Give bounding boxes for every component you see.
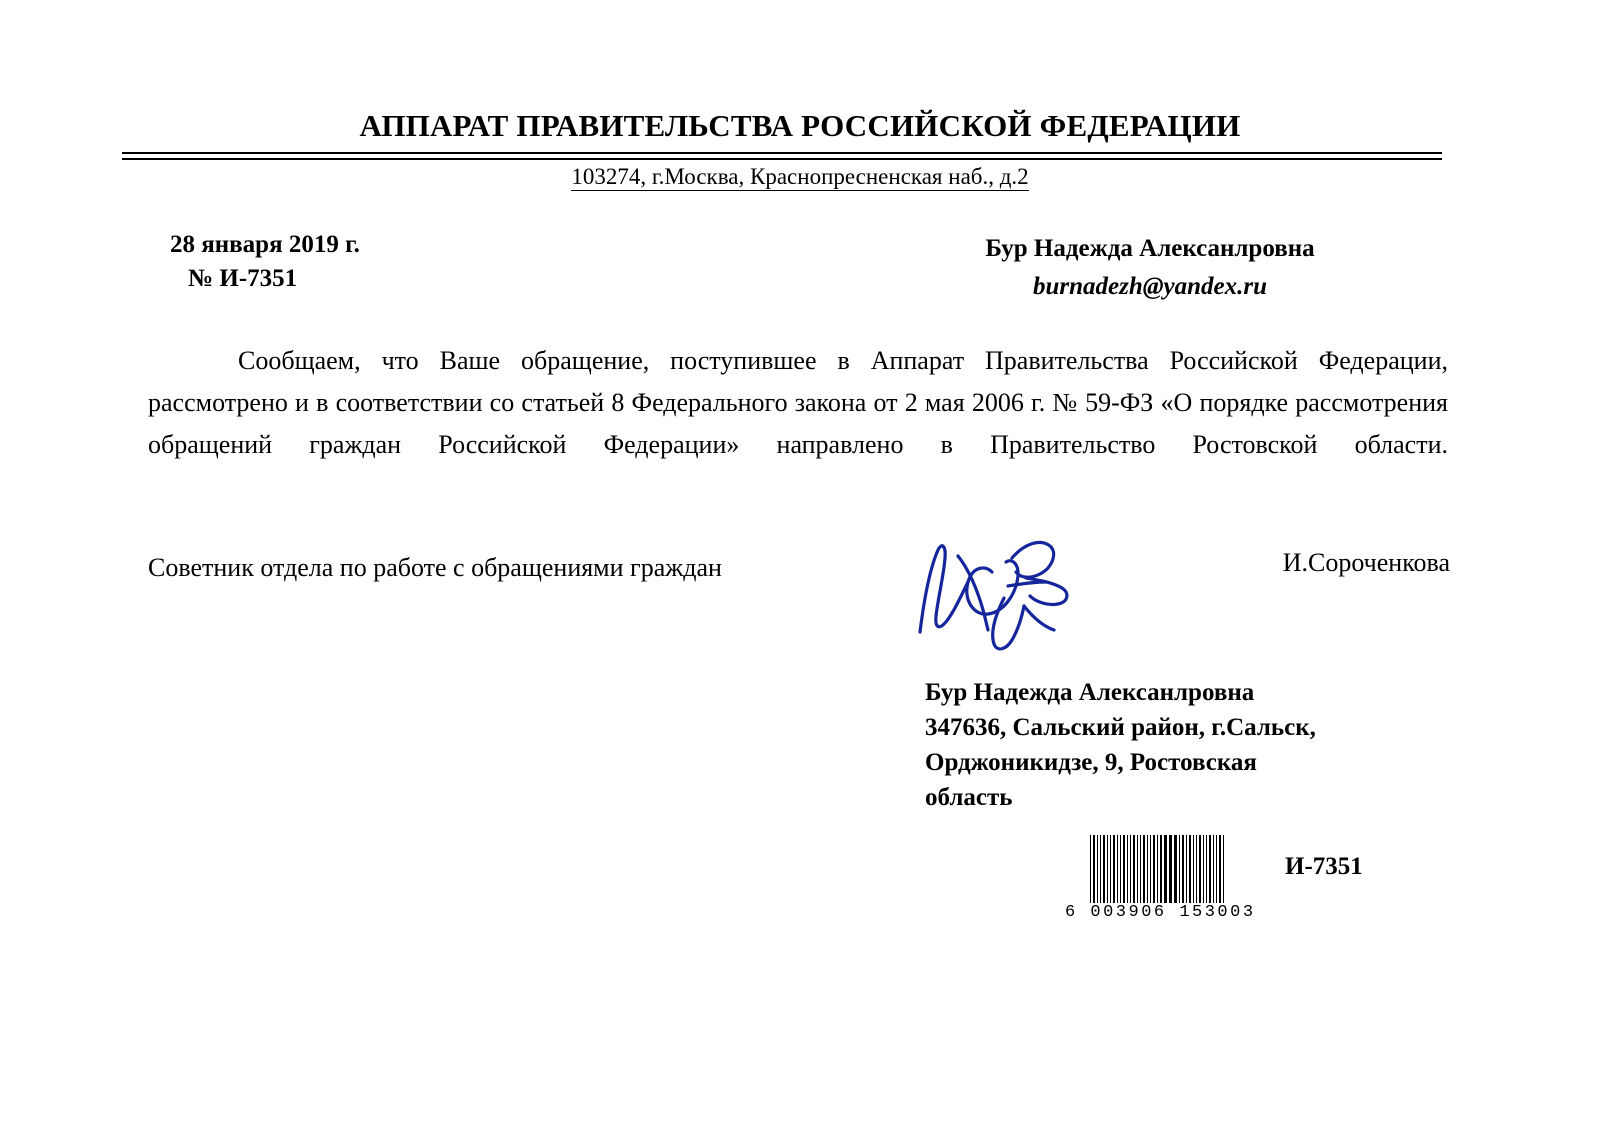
addressee-email: burnadezh@yandex.ru	[1032, 273, 1268, 300]
recipient-line: Орджоникидзе, 9, Ростовская	[925, 749, 1257, 776]
recipient-line: 347636, Сальский район, г.Сальск,	[925, 714, 1316, 741]
handwritten-signature-icon	[900, 520, 1120, 660]
header-rule-bottom	[122, 158, 1442, 160]
barcode-digits: 6 003906 153003	[1065, 903, 1256, 922]
organization-address-text: 103274, г.Москва, Краснопресненская наб., д.2	[571, 164, 1029, 189]
barcode-icon	[1090, 835, 1255, 903]
document-number: № И-7351	[188, 265, 298, 292]
recipient-address-block	[925, 675, 1445, 815]
document-date: 28 января 2019 г.	[170, 231, 360, 258]
recipient-line: Бур Надежда Алексанлровна	[925, 679, 1255, 706]
addressee-block	[840, 230, 1460, 306]
signer-name: И.Сороченкова	[1282, 548, 1450, 577]
barcode-label: И-7351	[1285, 853, 1363, 880]
organization-title: АППАРАТ ПРАВИТЕЛЬСТВА РОССИЙСКОЙ ФЕДЕРАЦИИ	[359, 108, 1241, 143]
barcode-block	[1065, 835, 1460, 935]
recipient-line: область	[925, 784, 1013, 811]
organization-address	[120, 164, 1480, 190]
addressee-name: Бур Надежда Алексанлровна	[985, 235, 1315, 262]
letter-body: Сообщаем, что Ваше обращение, поступившее в Аппарат Правительства Российской Федерации, рассмотрено и в соответствии со статьей 8 Федерального закона от 2 мая 2006 г. № 59-ФЗ «О порядке рассмотрения обращений граждан Российской Федерации» направлено в Правительство Ростовской области.	[148, 346, 1448, 459]
signer-role: Советник отдела по работе с обращениями граждан	[148, 553, 722, 582]
document-meta	[170, 228, 360, 296]
header-rule-top	[122, 152, 1442, 154]
